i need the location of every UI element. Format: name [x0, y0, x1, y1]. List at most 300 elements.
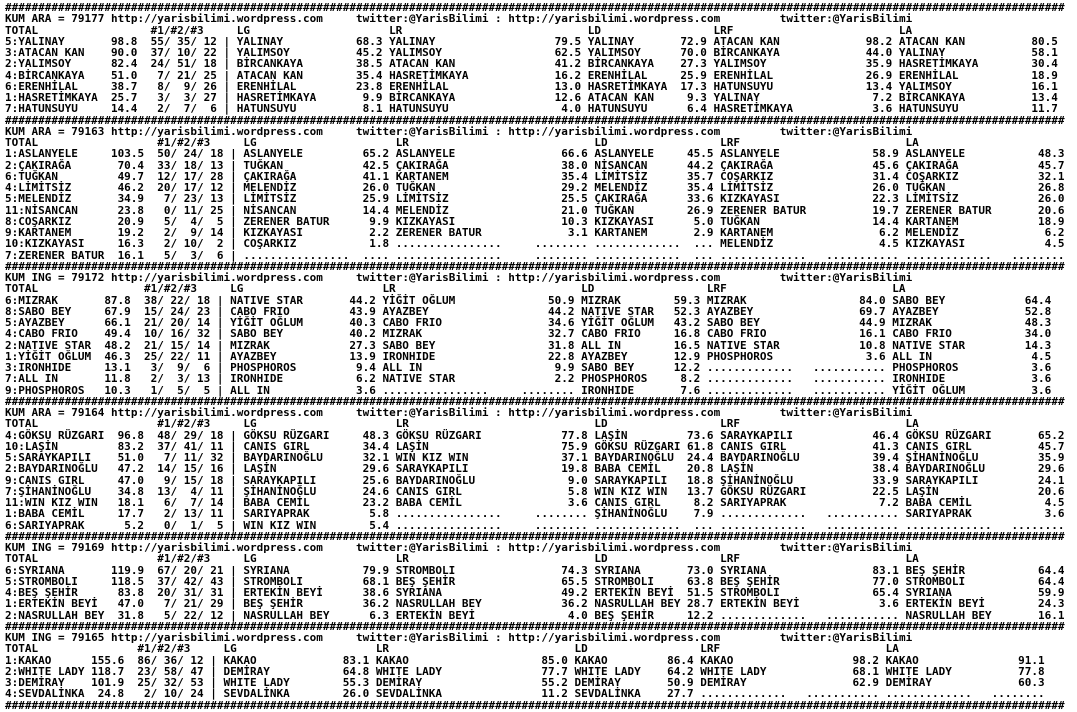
lr-horse-name: WHITE LADY — [375, 664, 443, 678]
lr-horse-name: IRONHIDE — [382, 349, 436, 363]
lg-score: 26.0 — [342, 687, 370, 701]
horse-rank-name: 7:HATUNSUYU — [5, 102, 78, 116]
column-label-places: #1/#2/#3 — [157, 136, 211, 149]
la-score: 24.1 — [1037, 473, 1065, 487]
lr-horse-name: LAŞİN — [395, 439, 429, 453]
horse-rank-name: 1:KAKAO — [5, 653, 52, 667]
lrf-score: 7.2 — [872, 91, 893, 104]
lrf-score: 44.9 — [859, 316, 886, 329]
horse-rank-name: 7:ŞİHANİNOĞLU — [5, 484, 92, 498]
total-score: 14.4 — [110, 102, 138, 116]
lrf-horse-name: KAKAO — [700, 653, 734, 667]
twitter-handle: twitter:@YarisBilimi — [779, 406, 913, 419]
lr-score: 19.8 — [561, 462, 588, 476]
ld-score: 12.2 — [687, 608, 714, 622]
lr-score: 55.2 — [541, 676, 568, 689]
column-label-la: LA — [898, 23, 913, 37]
column-label-lrf: LRF — [713, 23, 734, 37]
horse-rank-name: 8:SABO BEY — [5, 304, 72, 318]
lg-score: 40.3 — [349, 316, 376, 329]
column-label-total: TOTAL — [5, 136, 39, 149]
total-score: 67.9 — [104, 304, 131, 318]
ld-score: 16.5 — [673, 338, 701, 352]
la-score: 4.5 — [1031, 349, 1052, 363]
horse-rank-name: 9:KARTANEM — [5, 226, 72, 239]
total-score: 98.8 — [110, 34, 138, 48]
lrf-horse-name: ............. — [706, 372, 793, 386]
lr-score: 29.2 — [561, 181, 588, 194]
ld-score: 27.7 — [667, 687, 694, 701]
total-score: 118.7 — [91, 664, 125, 678]
lg-score: 43.9 — [349, 304, 376, 318]
lg-horse-name: LAŞİN — [243, 462, 277, 476]
place-counts: 1/ 5/ 5 — [144, 383, 211, 397]
place-counts: 9/ 15/ 18 — [157, 473, 224, 487]
site-url: http://yarisbilimi.wordpress.com — [508, 12, 721, 26]
lr-score: 49.2 — [561, 586, 588, 599]
lg-score: 13.9 — [349, 349, 376, 363]
lr-horse-name: KIZKAYASI — [395, 214, 456, 228]
lg-score: 9.4 — [355, 361, 376, 374]
ld-horse-name: ÇAKIRAĞA — [594, 192, 648, 206]
lg-score: 34.4 — [362, 439, 390, 453]
lr-horse-name: TUĞKAN — [395, 181, 436, 194]
lr-horse-name: YALIMSOY — [389, 46, 443, 59]
lr-horse-name: HATUNSUYU — [389, 102, 449, 116]
total-score: 119.9 — [110, 563, 145, 577]
place-counts: 67/ 20/ 21 — [157, 563, 224, 577]
lrf-horse-name: ............. — [700, 687, 787, 701]
lr-horse-name: ÇAKIRAĞA — [395, 158, 449, 172]
ld-horse-name: ŞİHANİNOĞLU — [594, 507, 668, 521]
column-label-la: LA — [892, 282, 906, 296]
place-counts: 0/ 1/ 5 — [157, 518, 224, 532]
lg-horse-name: NİSANCAN — [243, 203, 297, 217]
lg-horse-name: LİMİTSİZ — [243, 192, 297, 206]
column-label-lrf: LRF — [700, 642, 721, 656]
place-counts: 2/ 9/ 14 — [157, 226, 224, 239]
lr-score: 37.1 — [561, 451, 588, 464]
lr-horse-name: SABO BEY — [382, 338, 436, 352]
lr-score: 35.4 — [561, 169, 588, 183]
lr-horse-name: ERTEKİN BEYİ — [395, 608, 476, 622]
column-divider: | — [230, 226, 237, 239]
lrf-score: 26.0 — [872, 181, 899, 194]
lrf-horse-name: LİMİTSİZ — [720, 181, 774, 194]
column-divider: | — [223, 57, 231, 71]
total-score: 47.2 — [117, 462, 145, 476]
race-section — [5, 621, 1077, 700]
la-score: 30.4 — [1031, 57, 1058, 71]
lg-score: 83.1 — [342, 653, 370, 667]
la-score: ........ — [1011, 518, 1065, 532]
lg-horse-name: AYAZBEY — [230, 349, 277, 363]
lr-horse-name: AYAZBEY — [382, 304, 429, 318]
column-divider: | — [230, 192, 237, 206]
column-divider: | — [230, 518, 237, 532]
total-score: 24.8 — [97, 687, 125, 701]
total-score: 20.9 — [117, 214, 145, 228]
la-score: 20.6 — [1037, 484, 1065, 498]
lr-horse-name: CABO FRIO — [382, 316, 443, 329]
la-score: ........ — [991, 687, 1045, 701]
la-score: 52.8 — [1024, 304, 1052, 318]
lr-horse-name: GÖKSU RÜZGARI — [395, 428, 482, 442]
la-score: 3.6 — [1031, 383, 1052, 397]
place-counts: 55/ 35/ 12 — [150, 34, 217, 48]
lrf-horse-name: KIZKAYASI — [720, 192, 780, 206]
la-horse-name: KAKAO — [885, 653, 919, 667]
la-score: 45.7 — [1037, 439, 1065, 453]
place-counts: 13/ 4/ 11 — [157, 484, 224, 498]
la-horse-name: BABA CEMİL — [905, 496, 972, 509]
total-score: 46.3 — [104, 349, 131, 363]
lrf-score: 22.5 — [872, 484, 899, 498]
lrf-horse-name: NATIVE STAR — [706, 338, 780, 352]
column-label-places: #1/#2/#3 — [150, 23, 204, 37]
lg-score: 6.2 — [355, 372, 376, 386]
column-divider: | — [210, 653, 217, 667]
place-counts: 5/ 22/ 12 — [157, 608, 224, 622]
ld-horse-name: HATUNSUYU — [587, 102, 648, 116]
ld-score: 17.3 — [680, 79, 707, 93]
horse-rank-name: 1:HASRETİMKAYA — [5, 91, 98, 104]
lg-score: 8.1 — [362, 102, 383, 116]
horse-rank-name: 10:LAŞİN — [5, 439, 58, 453]
horse-row — [5, 463, 1077, 474]
lrf-horse-name: YALIMSOY — [713, 57, 767, 71]
lg-horse-name: IRONHIDE — [230, 372, 284, 386]
race-section — [5, 261, 1077, 396]
lrf-score: 3.6 — [872, 102, 893, 116]
lg-score: 79.9 — [362, 563, 390, 577]
place-counts: 10/ 16/ 32 — [144, 327, 211, 341]
total-score: 5.2 — [124, 518, 145, 532]
ld-horse-name: NASRULLAH BEY — [594, 597, 681, 611]
lr-score: 36.2 — [561, 597, 588, 611]
column-label-places: #1/#2/#3 — [144, 282, 198, 296]
la-horse-name: YİĞİT OĞLUM — [892, 383, 966, 397]
horse-rank-name: 2:BAYDARINOĞLU — [5, 462, 98, 476]
lg-horse-name: KAKAO — [223, 653, 257, 667]
la-score: 26.8 — [1037, 181, 1065, 194]
column-header-line — [5, 643, 1077, 654]
lrf-horse-name: YALINAY — [713, 91, 760, 104]
lrf-score: 45.6 — [872, 158, 899, 172]
column-divider: | — [230, 507, 237, 521]
lrf-horse-name: ............. — [720, 507, 807, 521]
la-horse-name: BAYDARINOĞLU — [905, 462, 986, 476]
separator-line: ################################################################################################################################################################ — [5, 698, 1065, 712]
column-divider: | — [216, 372, 224, 386]
lrf-horse-name: HATUNSUYU — [713, 79, 774, 93]
ld-horse-name: AYAZBEY — [581, 349, 628, 363]
la-score: 3.6 — [1031, 372, 1052, 386]
place-counts: 37/ 10/ 22 — [150, 46, 217, 59]
site-url: http://yarisbilimi.wordpress.com — [110, 631, 323, 644]
track-code: KUM ARA = 79177 — [5, 12, 105, 26]
lrf-horse-name: PHOSPHOROS — [706, 349, 774, 363]
lg-horse-name: BEŞ ŞEHİR — [243, 597, 303, 611]
column-divider: | — [230, 181, 237, 194]
horse-rank-name: 1:ASLANYELE — [5, 147, 78, 161]
lr-horse-name: BİRCANKAYA — [389, 91, 456, 104]
lg-score: 23.8 — [355, 79, 383, 93]
horse-row — [5, 103, 1077, 114]
ld-score: 73.6 — [687, 428, 714, 442]
la-horse-name: WHITE LADY — [885, 664, 952, 678]
colon-separator: : — [495, 406, 502, 419]
lrf-horse-name: DEMİRAY — [700, 676, 747, 689]
lr-score: 77.8 — [561, 428, 588, 442]
lrf-score: 77.0 — [872, 574, 899, 588]
total-score: 38.7 — [110, 79, 138, 93]
lr-horse-name: ................ — [382, 383, 489, 397]
lrf-horse-name: ............. — [706, 361, 793, 374]
place-counts: 23/ 58/ 47 — [137, 664, 204, 678]
lrf-score: ........... — [806, 687, 880, 701]
la-score: 4.5 — [1044, 496, 1065, 509]
total-score: 31.8 — [117, 608, 145, 622]
column-label-lr: LR — [395, 136, 409, 149]
column-divider: | — [223, 34, 231, 48]
lrf-horse-name: STROMBOLI — [720, 586, 780, 599]
horse-rank-name: 5:AYAZBEY — [5, 316, 65, 329]
total-score: 101.9 — [91, 676, 125, 689]
ld-horse-name: KIZKAYASI — [594, 214, 654, 228]
la-score: 59.9 — [1037, 586, 1065, 599]
la-score: 48.3 — [1037, 147, 1065, 161]
lg-horse-name: CANIS GIRL — [243, 439, 310, 453]
lg-horse-name: ................ — [243, 248, 350, 262]
colon-separator: : — [495, 124, 502, 138]
place-counts: 25/ 32/ 53 — [137, 676, 204, 689]
la-score: 24.3 — [1037, 597, 1065, 611]
total-score: 17.7 — [117, 507, 145, 521]
la-score: 77.8 — [1018, 664, 1045, 678]
total-score: 10.3 — [104, 383, 131, 397]
ld-score: 27.3 — [680, 57, 707, 71]
separator-line: ################################################################################################################################################################ — [5, 529, 1065, 543]
total-score: 48.2 — [104, 338, 131, 352]
horse-rank-name: 4:BİRCANKAYA — [5, 68, 85, 82]
ld-horse-name: MELENDİZ — [594, 181, 648, 194]
lrf-horse-name: ASLANYELE — [720, 147, 780, 161]
lrf-score: 6.2 — [879, 226, 899, 239]
ld-score: 35.7 — [687, 169, 714, 183]
track-code: KUM ING = 79165 — [5, 631, 105, 644]
column-label-la: LA — [905, 136, 919, 149]
ld-score: 12.9 — [673, 349, 701, 363]
ld-horse-name: NİSANCAN — [594, 158, 648, 172]
lrf-score: 31.4 — [872, 169, 899, 183]
la-horse-name: ŞİHANİNOĞLU — [905, 451, 979, 464]
lg-horse-name: KIZKAYASI — [243, 226, 303, 239]
la-horse-name: ERENHİLAL — [898, 68, 959, 82]
site-url: http://yarisbilimi.wordpress.com — [110, 12, 323, 26]
lg-score: 5.8 — [369, 507, 390, 521]
column-divider: | — [230, 496, 237, 509]
lg-horse-name: BABA CEMİL — [243, 496, 310, 509]
lr-horse-name: ................ — [395, 518, 502, 532]
lrf-score: ........... — [826, 608, 899, 622]
place-counts: 7/ 11/ 32 — [157, 451, 224, 464]
horse-row — [5, 328, 1077, 339]
column-label-lg: LG — [223, 642, 237, 656]
lg-horse-name: SYRIANA — [243, 563, 290, 577]
lr-score: ........ — [534, 248, 588, 262]
ld-score: 28.7 — [687, 597, 714, 611]
column-divider: | — [216, 361, 224, 374]
total-score: 19.2 — [117, 226, 145, 239]
lg-horse-name: ÇAKIRAĞA — [243, 169, 297, 183]
la-score: 20.6 — [1037, 203, 1065, 217]
ld-score: ... — [693, 518, 714, 532]
lrf-score: 22.3 — [872, 192, 899, 206]
lg-score: 5.4 — [369, 518, 390, 532]
la-horse-name: GÖKSU RÜZGARI — [905, 428, 992, 442]
lg-horse-name: WHITE LADY — [223, 676, 290, 689]
lr-horse-name: ERENHİLAL — [389, 79, 449, 93]
lg-score: 1.8 — [369, 237, 390, 251]
ld-horse-name: MIZRAK — [581, 293, 621, 307]
colon-separator: : — [495, 541, 502, 554]
total-score: 16.1 — [117, 248, 145, 262]
place-counts: 37/ 41/ 11 — [157, 439, 224, 453]
column-divider: | — [216, 338, 224, 352]
total-score: 83.2 — [117, 439, 145, 453]
total-score: 103.5 — [110, 147, 145, 161]
la-horse-name: SABO BEY — [892, 293, 946, 307]
la-score: 64.4 — [1024, 293, 1052, 307]
la-horse-name: IRONHIDE — [892, 372, 946, 386]
column-label-lg: LG — [243, 417, 257, 431]
colon-separator: : — [495, 271, 502, 284]
la-horse-name: PHOSPHOROS — [892, 361, 959, 374]
ld-score: 73.0 — [687, 563, 714, 577]
lg-horse-name: ERENHİLAL — [236, 79, 297, 93]
column-divider: | — [210, 687, 217, 701]
lrf-horse-name: COŞARKIZ — [720, 169, 774, 183]
lg-horse-name: ATACAN KAN — [236, 68, 303, 82]
lg-score: 25.6 — [362, 473, 390, 487]
place-counts: 7/ 21/ 29 — [157, 597, 224, 611]
lrf-score: 65.4 — [872, 586, 899, 599]
place-counts: 2/ 10/ 24 — [137, 687, 204, 701]
column-label-lg: LG — [236, 23, 251, 37]
column-divider: | — [230, 439, 237, 453]
total-score: 47.0 — [117, 597, 145, 611]
la-horse-name: LİMİTSİZ — [905, 192, 959, 206]
la-score: 6.2 — [1044, 226, 1065, 239]
lrf-horse-name: ŞİHANİNOĞLU — [720, 473, 793, 487]
lr-score: 65.5 — [561, 574, 588, 588]
lrf-horse-name: WHITE LADY — [700, 664, 767, 678]
lr-score: 44.2 — [547, 304, 575, 318]
lg-score: 40.2 — [349, 327, 376, 341]
lg-horse-name: NASRULLAH BEY — [243, 608, 330, 622]
twitter-handle: twitter:@YarisBilimi — [779, 631, 913, 644]
la-horse-name: AYAZBEY — [892, 304, 939, 318]
la-score: 58.1 — [1031, 46, 1058, 59]
column-label-ld: LD — [594, 136, 608, 149]
lr-score: 12.6 — [554, 91, 582, 104]
column-label-lg: LG — [230, 282, 244, 296]
la-score: 64.4 — [1037, 563, 1065, 577]
colon-separator: : — [495, 12, 502, 26]
la-horse-name: ERTEKİN BEYİ — [905, 597, 986, 611]
lrf-horse-name: ÇAKIRAĞA — [720, 158, 774, 172]
la-horse-name: HASRETİMKAYA — [898, 57, 979, 71]
place-counts: 24/ 51/ 18 — [150, 57, 217, 71]
column-label-total: TOTAL — [5, 23, 39, 37]
ld-score: 25.9 — [680, 68, 707, 82]
lg-score: 32.1 — [362, 451, 390, 464]
horse-row — [5, 598, 1077, 609]
lrf-score: 10.8 — [859, 338, 886, 352]
la-horse-name: ............. — [885, 687, 972, 701]
total-score: 46.2 — [117, 181, 145, 194]
horse-rank-name: 6:MIZRAK — [5, 293, 58, 307]
horse-rank-name: 6:ERENHİLAL — [5, 79, 78, 93]
site-url: http://yarisbilimi.wordpress.com — [508, 541, 721, 554]
column-label-lrf: LRF — [706, 282, 727, 296]
total-score: 23.8 — [117, 203, 145, 217]
site-url: http://yarisbilimi.wordpress.com — [508, 124, 721, 138]
total-score: 83.8 — [117, 586, 145, 599]
lg-score: 38.5 — [355, 57, 383, 71]
twitter-handle: twitter:@YarisBilimi — [779, 271, 913, 284]
total-score: 18.1 — [117, 496, 145, 509]
ld-score: 63.8 — [687, 574, 714, 588]
lrf-score: ........... — [812, 361, 886, 374]
la-horse-name: ZERENER BATUR — [905, 203, 992, 217]
total-score: 13.1 — [104, 361, 131, 374]
site-url: http://yarisbilimi.wordpress.com — [508, 271, 721, 284]
la-score: 3.6 — [1031, 361, 1052, 374]
ld-horse-name: DEMİRAY — [574, 676, 621, 689]
lg-horse-name: ZERENER BATUR — [243, 214, 330, 228]
column-label-lr: LR — [395, 417, 409, 431]
lg-horse-name: SARAYKAPILI — [243, 473, 317, 487]
lg-score: 24.6 — [362, 484, 390, 498]
column-divider: | — [210, 676, 217, 689]
ld-horse-name: SABO BEY — [581, 361, 635, 374]
column-divider: | — [230, 484, 237, 498]
ld-score: ... — [693, 237, 714, 251]
lg-score: 36.2 — [362, 597, 390, 611]
la-horse-name: TUĞKAN — [905, 181, 946, 194]
lrf-horse-name: SABO BEY — [706, 316, 760, 329]
lg-horse-name: TUĞKAN — [243, 158, 284, 172]
lr-score: 32.7 — [547, 327, 575, 341]
total-score: 47.0 — [117, 473, 145, 487]
lrf-score: ........... — [826, 248, 899, 262]
lr-score: 85.0 — [541, 653, 568, 667]
la-horse-name: KIZKAYASI — [905, 237, 966, 251]
horse-row — [5, 238, 1077, 249]
ld-horse-name: ALL IN — [581, 338, 621, 352]
lrf-horse-name: ERTEKİN BEYİ — [720, 597, 800, 611]
lr-horse-name: MELENDİZ — [395, 203, 449, 217]
column-label-total: TOTAL — [5, 552, 39, 566]
total-score: 66.1 — [104, 316, 131, 329]
column-divider: | — [230, 237, 237, 251]
place-counts: 5/ 3/ 6 — [157, 248, 224, 262]
la-horse-name: SARAYKAPILI — [905, 473, 979, 487]
ld-horse-name: BİRCANKAYA — [587, 57, 654, 71]
lg-score: 65.2 — [362, 147, 390, 161]
